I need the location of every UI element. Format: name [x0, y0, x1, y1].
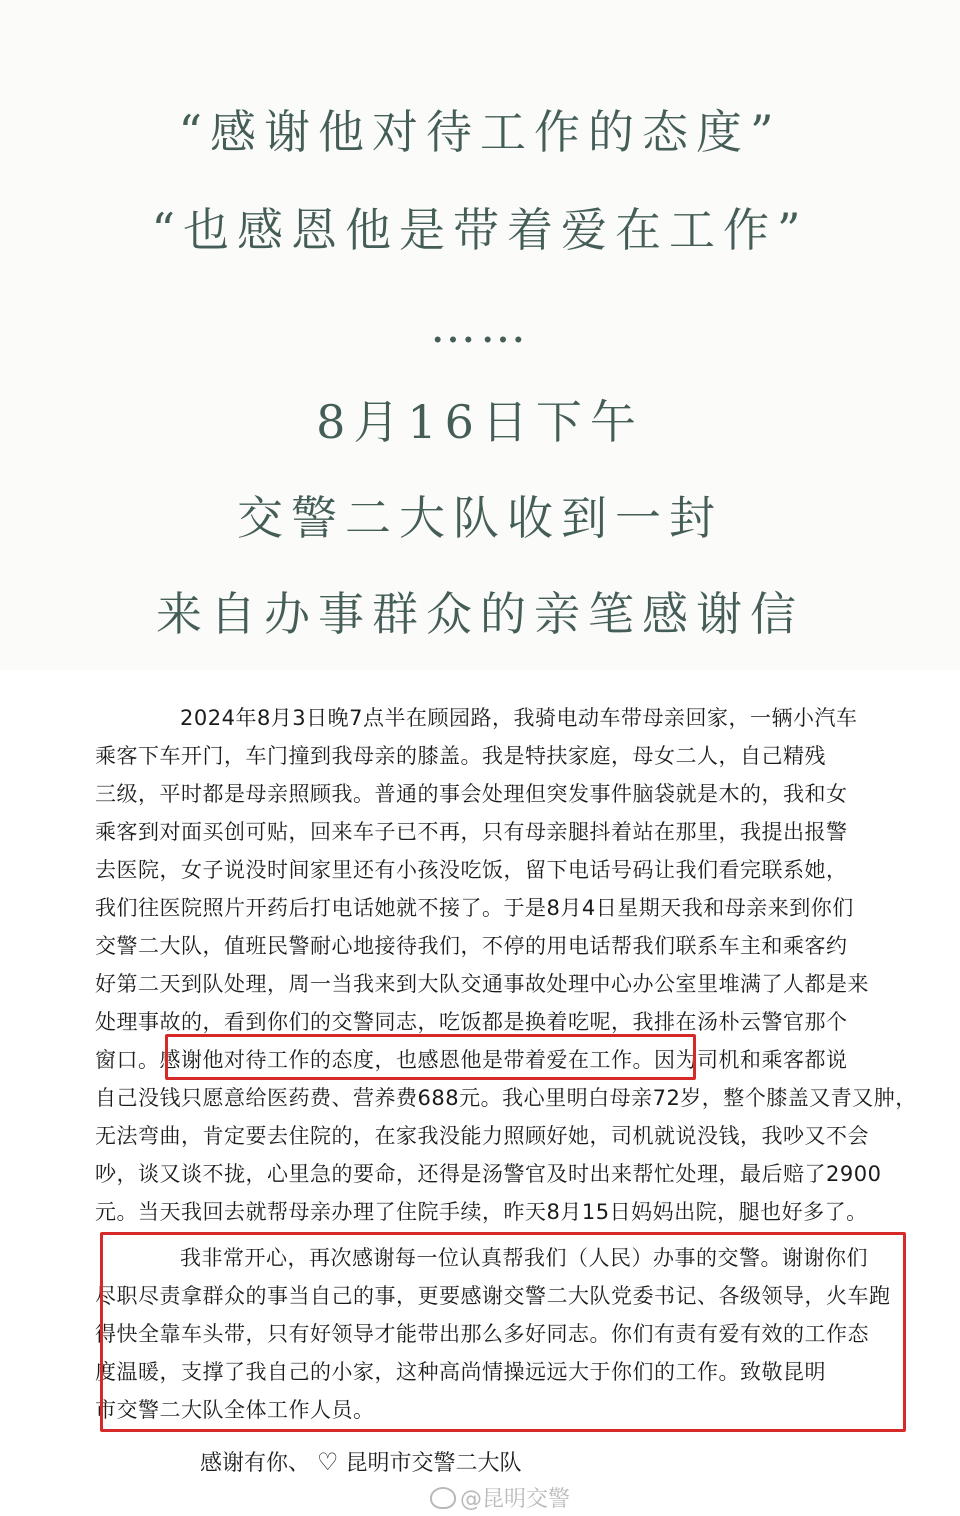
watermark [430, 1482, 570, 1513]
letter-row: 度温暖，支撑了我自己的小家，这种高尚情操远远大于你们的工作。致敬昆明 [95, 1360, 826, 1384]
letter-row: 2024年8月3日晚7点半在顾园路，我骑电动车带母亲回家，一辆小汽车 [180, 706, 858, 730]
ellipsis: …… [430, 299, 530, 353]
letter-row: 三级，平时都是母亲照顾我。普通的事会处理但突发事件脑袋就是木的，我和女 [95, 782, 848, 806]
letter-row: 乘客下车开门，车门撞到我母亲的膝盖。我是特扶家庭，母女二人，自己精残 [95, 744, 826, 768]
header-panel [0, 0, 960, 670]
letter-row: 元。当天我回去就帮母亲办理了住院手续，昨天8月15日妈妈出院，腿也好多了。 [95, 1200, 868, 1224]
letter-row: 自己没钱只愿意给医药费、营养费688元。我心里明白母亲72岁，整个膝盖又青又肿， [95, 1086, 917, 1110]
quote-line-2: “也感恩他是带着爱在工作” [151, 203, 809, 257]
date-line: 8月16日下午 [316, 395, 644, 449]
intro-line: 交警二大队收到一封 [237, 491, 723, 545]
closing-thanks: 感谢有你、 [200, 1451, 311, 1476]
quote-line-1: “感谢他对待工作的态度” [178, 105, 782, 159]
letter-row: 我非常开心，再次感谢每一位认真帮我们（人民）办事的交警。谢谢你们 [180, 1246, 868, 1270]
intro-line-2: 来自办事群众的亲笔感谢信 [156, 587, 804, 641]
letter-row: 去医院，女子说没时间家里还有小孩没吃饭，留下电话号码让我们看完联系她， [95, 858, 848, 882]
handwritten-letter [55, 680, 915, 1480]
letter-row: 吵，谈又谈不拢，心里急的要命，还得是汤警官及时出来帮忙处理，最后赔了2900 [95, 1162, 882, 1186]
letter-row: 乘客到对面买创可贴，回来车子已不再，只有母亲腿抖着站在那里，我提出报警 [95, 820, 848, 844]
closing-line [200, 1446, 522, 1477]
letter-row: 无法弯曲，肯定要去住院的，在家我没能力照顾好她，司机就说没钱，我吵又不会 [95, 1124, 869, 1148]
closing-recipient: 昆明市交警二大队 [345, 1451, 522, 1476]
letter-row: 市交警二大队全体工作人员。 [95, 1398, 375, 1422]
watermark-text: @昆明交警 [460, 1487, 571, 1512]
weibo-icon [430, 1487, 456, 1509]
letter-row: 我们往医院照片开药后打电话她就不接了。于是8月4日星期天我和母亲来到你们 [95, 896, 854, 920]
letter-row: 交警二大队，值班民警耐心地接待我们，不停的用电话帮我们联系车主和乘客约 [95, 934, 848, 958]
letter-row: 好第二天到队处理，周一当我来到大队交通事故处理中心办公室里堆满了人都是来 [95, 972, 869, 996]
letter-row: 得快全靠车头带，只有好领导才能带出那么多好同志。你们有责有爱有效的工作态 [95, 1322, 869, 1346]
letter-row: 尽职尽责拿群众的事当自己的事，更要感谢交警二大队党委书记、各级领导，火车跑 [95, 1284, 891, 1308]
heart-icon: ♡ [317, 1448, 339, 1476]
letter-row: 窗口。感谢他对待工作的态度，也感恩他是带着爱在工作。因为司机和乘客都说 [95, 1048, 848, 1072]
letter-row: 处理事故的，看到你们的交警同志，吃饭都是换着吃呢，我排在汤朴云警官那个 [95, 1010, 848, 1034]
